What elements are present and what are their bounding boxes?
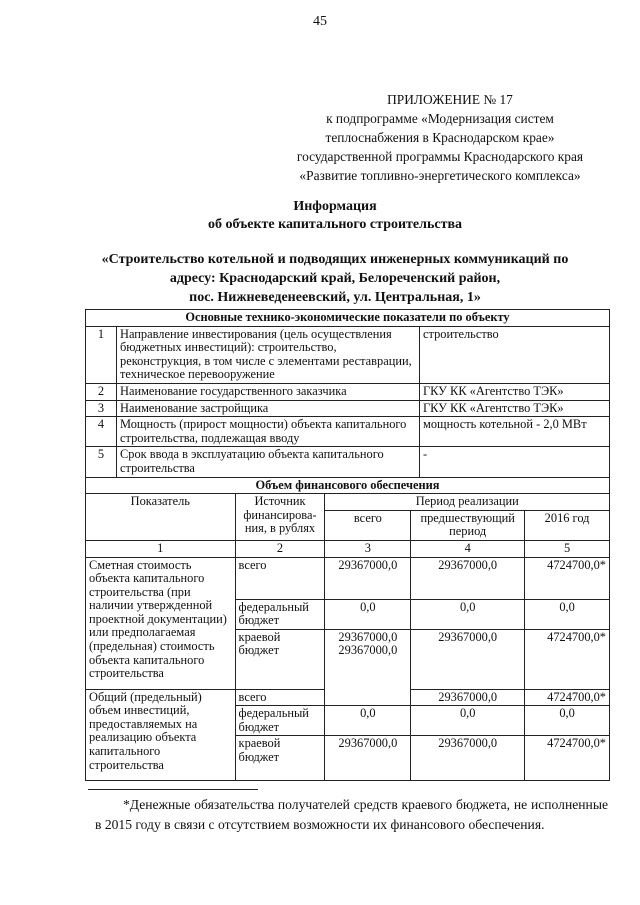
group-label: Общий (предельный) объем инвестиций, предоставляемых на реализацию объекта капитального строительства: [86, 689, 236, 781]
footnote-rule: [88, 789, 258, 790]
appendix-line: теплоснабжения в Краснодарском крае»: [325, 130, 555, 145]
source-cell: федеральный бюджет: [235, 599, 325, 629]
indicator-value: ГКУ КК «Агентство ТЭК»: [423, 383, 564, 398]
total-cell: 0,0: [325, 599, 411, 629]
previous-cell: 29367000,0: [411, 557, 525, 599]
source-cell: краевой бюджет: [235, 629, 325, 689]
project-line: адресу: Краснодарский край, Белореченский район,: [169, 271, 501, 286]
previous-cell: 29367000,0: [411, 689, 525, 706]
year-cell: 0,0: [525, 599, 610, 629]
year-cell: 4724700,0*: [525, 736, 610, 781]
col-period: Период реализации: [325, 494, 610, 511]
project-line: «Строительство котельной и подводящих инженерных коммуникаций по: [101, 252, 569, 267]
indicator-label: Наименование застройщика: [117, 401, 420, 417]
total-cell: 0,0: [325, 706, 411, 736]
col-number: 2: [235, 540, 325, 557]
total-cell: 29367000,0: [325, 557, 411, 599]
appendix-title: ПРИЛОЖЕНИЕ № 17: [387, 92, 513, 107]
heading-subtitle: об объекте капитального строительства: [207, 217, 463, 232]
indicator-value: ГКУ КК «Агентство ТЭК»: [423, 400, 564, 415]
previous-cell: 0,0: [411, 706, 525, 736]
col-number: 5: [525, 540, 610, 557]
footnote: *Денежные обязательства получателей средств краевого бюджета, не исполненные в 2015 году в связи с отсутствием возможности их финансового обеспечения.: [95, 797, 608, 832]
total-cell: [325, 629, 411, 706]
col-source: Источник финансирова-ния, в рублях: [235, 494, 325, 541]
source-cell: всего: [235, 689, 325, 706]
indicators-header: Основные технико-экономические показатели по объекту: [86, 310, 610, 327]
year-cell: 4724700,0*: [525, 557, 610, 599]
page-number: 45: [313, 14, 327, 29]
indicator-num: 4: [86, 417, 117, 446]
project-name: [70, 250, 600, 307]
source-cell: краевой бюджет: [235, 736, 325, 781]
source-cell: всего: [235, 557, 325, 599]
indicator-label: Направление инвестирования (цель осуществления бюджетных инвестиций): строительство, реконструкция, в том числе с элементами реставрации, техническое перевооружение: [117, 327, 420, 383]
appendix-line: «Развитие топливно-энергетического комплекса»: [299, 168, 581, 183]
indicator-num: 5: [86, 447, 117, 476]
object-info-table: [85, 309, 610, 781]
col-number: 3: [325, 540, 411, 557]
group-label: Сметная стоимость объекта капитального строительства (при наличии утвержденной проектной документации) или предполагаемая (предельная) стоимость объекта капитального строительства: [86, 557, 236, 689]
col-indicator: Показатель: [86, 494, 236, 541]
col-number: 1: [86, 540, 236, 557]
total-value: 29367000,0: [338, 643, 398, 658]
col-year: 2016 год: [525, 510, 610, 540]
heading-title: Информация: [293, 199, 377, 214]
project-line: пос. Нижневеденеевский, ул. Центральная, 1»: [189, 290, 481, 305]
indicator-num: 3: [86, 401, 117, 417]
year-cell: 0,0: [525, 706, 610, 736]
indicator-label: Срок ввода в эксплуатацию объекта капитального строительства: [117, 447, 420, 476]
appendix-line: к подпрограмме «Модернизация систем: [326, 111, 554, 126]
year-cell: 4724700,0*: [525, 689, 610, 706]
previous-cell: 0,0: [411, 599, 525, 629]
previous-cell: 29367000,0: [411, 736, 525, 781]
indicator-value: строительство: [423, 326, 499, 341]
indicator-label: Наименование государственного заказчика: [117, 384, 420, 400]
indicator-num: 2: [86, 384, 117, 400]
appendix-line: государственной программы Краснодарского края: [296, 149, 584, 164]
indicator-num: 1: [86, 327, 117, 383]
col-number: 4: [411, 540, 525, 557]
indicator-value: -: [423, 447, 428, 462]
indicator-label: Мощность (прирост мощности) объекта капитального строительства, подлежащая вводу: [117, 417, 420, 446]
col-total: всего: [325, 510, 411, 540]
previous-cell: 29367000,0: [411, 629, 525, 689]
year-cell: 4724700,0*: [525, 629, 610, 689]
indicator-value: мощность котельной - 2,0 МВт: [423, 417, 587, 432]
source-cell: федеральный бюджет: [235, 706, 325, 736]
col-previous: предшествующий период: [411, 510, 525, 540]
appendix-block: [250, 90, 630, 185]
total-cell: 29367000,0: [325, 736, 411, 781]
total-value: 29367000,0: [338, 629, 398, 644]
document-heading: [70, 198, 600, 307]
finance-header: Объем финансового обеспечения: [86, 477, 610, 494]
